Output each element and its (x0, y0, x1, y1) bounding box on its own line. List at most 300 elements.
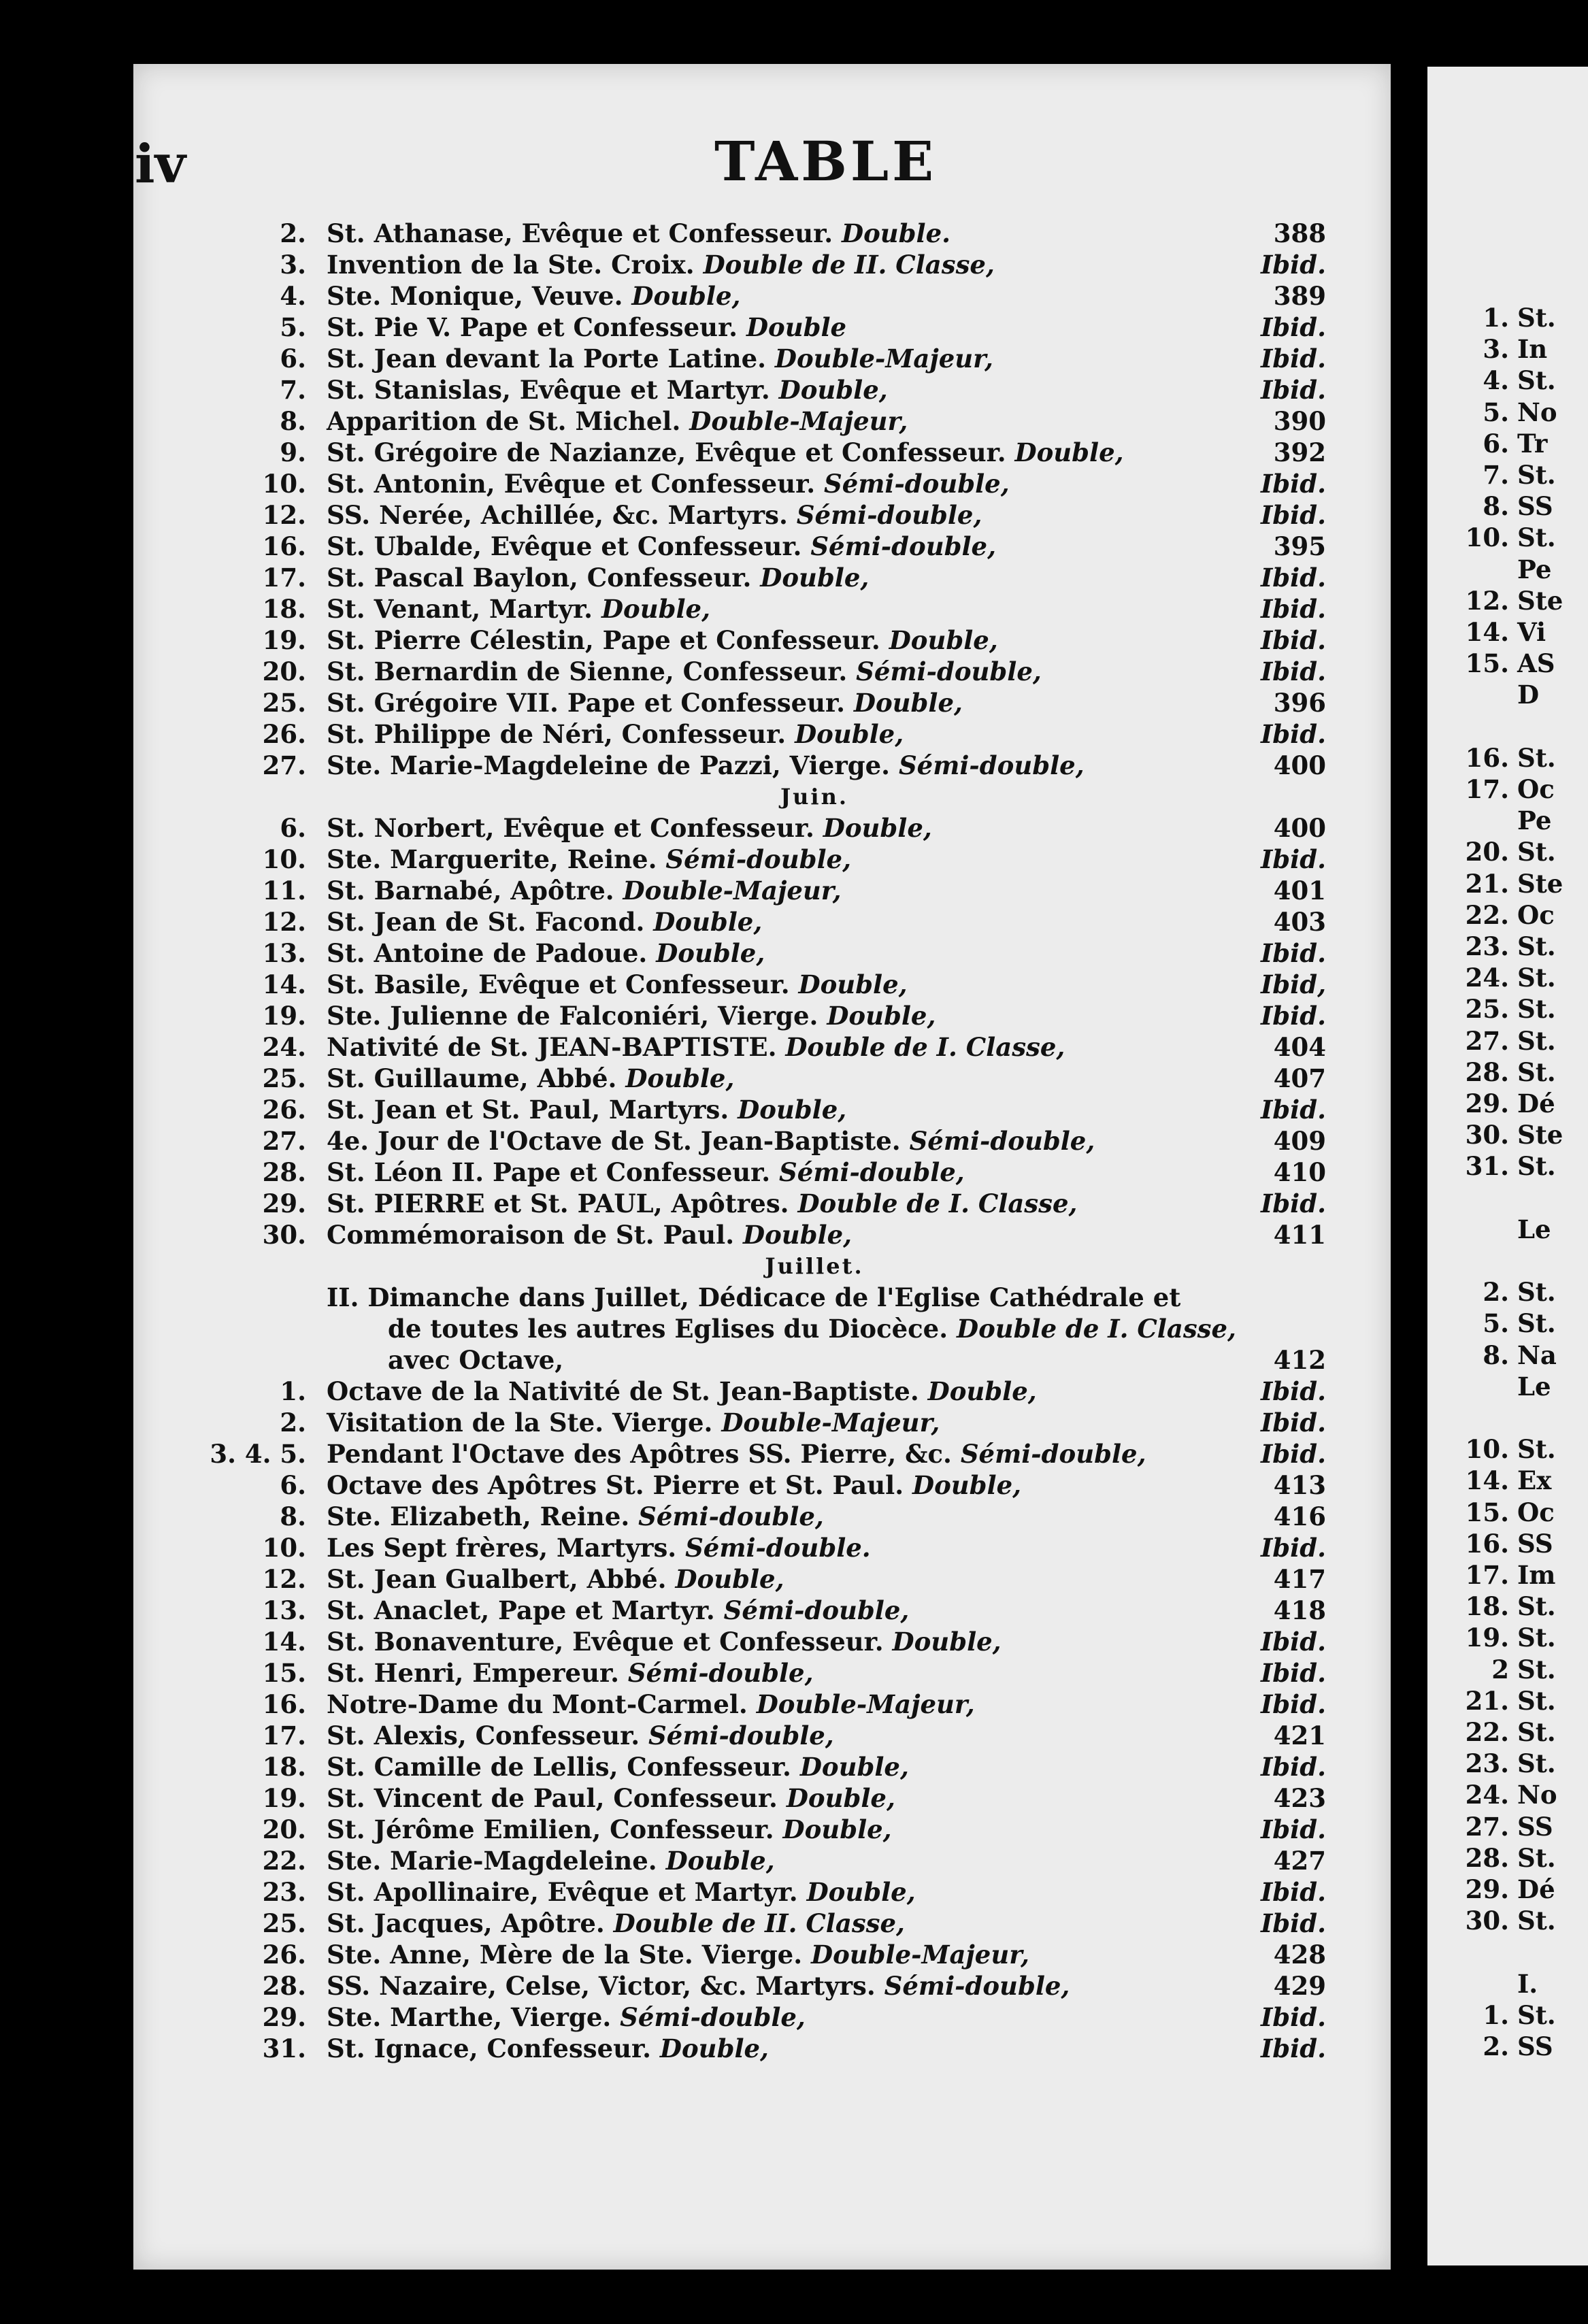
table-row (0, 1000, 1588, 1031)
feast-day: 26. (262, 719, 306, 749)
facing-page-text: St. (1517, 1999, 1556, 2030)
table-row (0, 1407, 1588, 1438)
feast-rank: Sémi-double, (960, 1439, 1146, 1469)
table-row (0, 1031, 1588, 1063)
feast-name (327, 1031, 1065, 1063)
feast-day: 16. (262, 531, 306, 561)
feast-title: Notre-Dame du Mont-Carmel. (327, 1689, 748, 1719)
page-number: 396 (1273, 688, 1326, 718)
feast-name (327, 1595, 909, 1626)
page-number: 428 (1273, 1940, 1326, 1970)
feast-title: St. Barnabé, Apôtre. (327, 876, 614, 906)
table-row (0, 1626, 1588, 1657)
table-row (0, 562, 1588, 593)
feast-title: SS. Nerée, Achillée, &c. Martyrs. (327, 500, 788, 530)
feast-day: 25. (262, 1063, 306, 1093)
feast-day: 24. (262, 1032, 306, 1062)
feast-day: 3. 4. 5. (210, 1439, 306, 1469)
feast-title: St. Camille de Lellis, Confesseur. (327, 1752, 791, 1782)
feast-rank: Double, (631, 281, 741, 311)
feast-title: Ste. Marthe, Vierge. (327, 2002, 612, 2032)
facing-page-day: 10. (1465, 1434, 1509, 1465)
table-row (0, 1689, 1588, 1720)
page-number: 410 (1273, 1157, 1326, 1187)
table-row (0, 468, 1588, 499)
feast-name (327, 1626, 1002, 1657)
page-number: 400 (1273, 813, 1326, 843)
facing-page-day: 27. (1465, 1025, 1509, 1056)
feast-name (327, 531, 996, 562)
page-number: 421 (1273, 1721, 1326, 1750)
feast-day: 5. (280, 312, 306, 342)
feast-title: St. Athanase, Evêque et Confesseur. (327, 218, 833, 248)
feast-title: St. Jean de St. Facond. (327, 907, 645, 937)
facing-page-text: Na (1517, 1340, 1557, 1370)
feast-rank: Double-Majeur, (756, 1689, 975, 1719)
feast-rank: Double de II. Classe, (703, 250, 995, 280)
facing-page-text: St. (1517, 1025, 1556, 1056)
table-row (0, 593, 1588, 625)
feast-rank: Sémi-double, (823, 469, 1010, 499)
facing-page-text: St. (1517, 303, 1556, 333)
page-number: 389 (1273, 281, 1326, 311)
facing-page-day: 23. (1465, 1748, 1509, 1779)
feast-day: 30. (262, 1220, 306, 1250)
facing-page-day: 2 (1491, 1654, 1509, 1684)
feast-rank: Double, (1014, 437, 1124, 467)
table-row (0, 1595, 1588, 1626)
facing-page-text: St. (1517, 1623, 1556, 1653)
feast-day: 12. (262, 907, 306, 937)
table-row (0, 531, 1588, 562)
page-number: Ibid. (1261, 375, 1326, 405)
feast-title: avec Octave, (388, 1345, 564, 1375)
feast-rank: Sémi-double. (685, 1533, 871, 1563)
facing-page-text: No (1517, 1780, 1557, 1810)
feast-title: Ste. Marguerite, Reine. (327, 844, 657, 874)
feast-title: II. Dimanche dans Juillet, Dédicace de l'Eglise Cathédrale et (327, 1282, 1181, 1312)
feast-day: 17. (262, 1721, 306, 1750)
feast-day: 14. (262, 969, 306, 999)
feast-day: 29. (262, 2002, 306, 2032)
feast-rank: Sémi-double, (723, 1595, 910, 1625)
feast-day: 17. (262, 563, 306, 593)
feast-name (327, 1814, 892, 1845)
feast-rank: Double, (889, 625, 998, 655)
page-number: 400 (1273, 750, 1326, 780)
feast-day: 26. (262, 1940, 306, 1970)
feast-name (388, 1344, 563, 1376)
feast-title: St. Pascal Baylon, Confesseur. (327, 563, 752, 593)
facing-page-day: 1. (1483, 1999, 1509, 2030)
feast-day: 6. (280, 1470, 306, 1500)
facing-page-day: 27. (1465, 1811, 1509, 1842)
page-number: Ibid. (1261, 344, 1326, 374)
feast-day: 25. (262, 688, 306, 718)
facing-page-text: St. (1517, 1748, 1556, 1779)
feast-rank: Double-Majeur, (623, 876, 842, 906)
facing-page-day: 1. (1483, 303, 1509, 333)
feast-title: St. PIERRE et St. PAUL, Apôtres. (327, 1189, 789, 1218)
table-row (0, 718, 1588, 750)
facing-page-day: 8. (1483, 1340, 1509, 1370)
page-number: 388 (1273, 218, 1326, 248)
facing-page-day: 29. (1465, 1874, 1509, 1904)
feast-title: St. Antoine de Padoue. (327, 938, 648, 968)
table-row (0, 1188, 1588, 1219)
feast-name (327, 656, 1042, 687)
feast-rank: Double, (892, 1627, 1002, 1657)
facing-page-day: 19. (1465, 1623, 1509, 1653)
facing-page-day: 28. (1465, 1842, 1509, 1873)
facing-page-text: St. (1517, 1906, 1556, 1936)
feast-rank: Double (746, 312, 847, 342)
feast-name (327, 844, 851, 875)
page-number: Ibid. (1261, 594, 1326, 624)
feast-day: 31. (262, 2034, 306, 2063)
page-number: 413 (1273, 1470, 1326, 1500)
facing-page-text: Pe (1517, 554, 1552, 584)
feast-name (327, 562, 869, 593)
facing-page-text: St. (1517, 1434, 1556, 1465)
facing-page-day: 22. (1465, 899, 1509, 930)
feast-title: Ste. Julienne de Falconiéri, Vierge. (327, 1001, 818, 1031)
feast-name (327, 1751, 909, 1782)
page-number: Ibid. (1261, 312, 1326, 342)
feast-rank: Sémi-double, (856, 657, 1042, 686)
feast-title: St. Grégoire VII. Pape et Confesseur. (327, 688, 845, 718)
facing-page-day: 7. (1483, 460, 1509, 490)
feast-name (327, 1501, 824, 1532)
table-row (0, 1657, 1588, 1689)
table-row (0, 499, 1588, 531)
feast-title: St. Guillaume, Abbé. (327, 1063, 617, 1093)
facing-page-text: St. (1517, 994, 1556, 1025)
feast-name (327, 718, 904, 750)
feast-title: St. Jacques, Apôtre. (327, 1908, 605, 1938)
feast-name (327, 1407, 940, 1438)
table-row (0, 1720, 1588, 1751)
feast-rank: Sémi-double, (665, 844, 851, 874)
facing-page-day: 31. (1465, 1151, 1509, 1182)
feast-day: 6. (280, 344, 306, 374)
feast-name (327, 1470, 1021, 1501)
feast-name (327, 750, 1085, 781)
feast-name (327, 405, 908, 437)
facing-page-text: Ste (1517, 1120, 1564, 1150)
facing-page-text: Im (1517, 1560, 1556, 1590)
table-row (0, 937, 1588, 969)
feast-rank: Double, (853, 688, 963, 718)
facing-page-day: 10. (1465, 522, 1509, 553)
facing-page-text: Dé (1517, 1874, 1555, 1904)
table-row (0, 280, 1588, 312)
feast-title: Nativité de St. JEAN-BAPTISTE. (327, 1032, 777, 1062)
feast-title: St. Stanislas, Evêque et Martyr. (327, 375, 770, 405)
feast-title: Commémoraison de St. Paul. (327, 1220, 735, 1250)
page-number: Ibid. (1261, 2002, 1326, 2032)
facing-page-day: 30. (1465, 1906, 1509, 1936)
table-row (0, 1563, 1588, 1595)
feast-title: St. Norbert, Evêque et Confesseur. (327, 813, 814, 843)
feast-name (327, 1657, 813, 1689)
feast-rank: Double-Majeur, (721, 1408, 940, 1438)
feast-day: 6. (280, 813, 306, 843)
feast-day: 19. (262, 1783, 306, 1813)
facing-page-text: Ste (1517, 585, 1564, 616)
feast-rank: Double, (625, 1063, 735, 1093)
feast-day: 2. (280, 1408, 306, 1438)
feast-name (327, 499, 982, 531)
page-number: 392 (1273, 437, 1326, 467)
feast-name (327, 1219, 852, 1250)
facing-page-day: 15. (1465, 1497, 1509, 1527)
facing-page-text: St. (1517, 1842, 1556, 1873)
feast-title: St. Henri, Empereur. (327, 1658, 619, 1688)
feast-title: St. Pie V. Pape et Confesseur. (327, 312, 738, 342)
table-row (0, 1376, 1588, 1407)
page-number: 390 (1273, 406, 1326, 436)
page-title: TABLE (714, 129, 938, 193)
feast-rank: Double de II. Classe, (613, 1908, 905, 1938)
feast-rank: Double, (782, 1814, 892, 1844)
table-row (0, 1970, 1588, 2002)
feast-rank: Double, (760, 563, 870, 593)
feast-title: St. Léon II. Pape et Confesseur. (327, 1157, 771, 1187)
feast-rank: Double, (659, 2034, 769, 2063)
facing-page-text: St. (1517, 1308, 1556, 1339)
feast-rank: Double-Majeur, (811, 1940, 1029, 1970)
feast-title: Les Sept frères, Martyrs. (327, 1533, 677, 1563)
page-number: Ibid. (1261, 1001, 1326, 1031)
feast-rank: Double, (786, 1783, 895, 1813)
facing-page-text: AS (1517, 648, 1555, 679)
feast-rank: Double, (653, 907, 763, 937)
facing-page-day: 21. (1465, 868, 1509, 899)
page-number: 407 (1273, 1063, 1326, 1093)
table-row (0, 1782, 1588, 1814)
feast-title: Visitation de la Ste. Vierge. (327, 1408, 713, 1438)
table-row (0, 374, 1588, 405)
feast-rank: Sémi-double, (638, 1501, 824, 1531)
month-heading: Juillet. (765, 1253, 864, 1279)
page-number: Ibid. (1261, 1439, 1326, 1469)
feast-title: Ste. Monique, Veuve. (327, 281, 623, 311)
table-of-feasts (0, 218, 1588, 2064)
feast-title: SS. Nazaire, Celse, Victor, &c. Martyrs. (327, 1971, 876, 2001)
table-row (0, 906, 1588, 937)
feast-title: St. Apollinaire, Evêque et Martyr. (327, 1877, 798, 1907)
table-row (0, 1532, 1588, 1563)
table-row (0, 1157, 1588, 1188)
feast-rank: Double, (743, 1220, 853, 1250)
table-row (0, 1939, 1588, 1970)
table-row (0, 844, 1588, 875)
feast-day: 18. (262, 594, 306, 624)
feast-rank: Double-Majeur, (689, 406, 908, 436)
table-row (0, 1282, 1588, 1313)
facing-page-text: D (1517, 680, 1540, 710)
table-row (0, 656, 1588, 687)
facing-page-day: 17. (1465, 774, 1509, 804)
facing-page-text: St. (1517, 1591, 1556, 1622)
feast-title: St. Alexis, Confesseur. (327, 1721, 640, 1750)
feast-title: St. Anaclet, Pape et Martyr. (327, 1595, 715, 1625)
feast-rank: Double, (806, 1877, 916, 1907)
feast-rank: Double, (656, 938, 765, 968)
page-number: Ibid. (1261, 1877, 1326, 1907)
feast-title: 4e. Jour de l'Octave de St. Jean-Baptiste. (327, 1126, 901, 1156)
feast-name (327, 1939, 1029, 1970)
feast-day: 15. (262, 1658, 306, 1688)
table-row (0, 1063, 1588, 1094)
feast-name (327, 906, 762, 937)
feast-day: 25. (262, 1908, 306, 1938)
table-row (0, 1814, 1588, 1845)
facing-page-text: Vi (1517, 617, 1546, 647)
feast-day: 9. (280, 437, 306, 467)
feast-rank: Double, (795, 719, 904, 749)
feast-rank: Double, (665, 1846, 775, 1876)
feast-title: St. Ignace, Confesseur. (327, 2034, 652, 2063)
table-row (0, 1313, 1588, 1344)
facing-page-day: 6. (1483, 428, 1509, 459)
page-number: Ibid. (1261, 1689, 1326, 1719)
table-row (0, 875, 1588, 906)
page-number: 416 (1273, 1501, 1326, 1531)
feast-title: St. Basile, Evêque et Confesseur. (327, 969, 790, 999)
table-row (0, 1845, 1588, 1876)
feast-name (327, 280, 740, 312)
feast-name (388, 1313, 1236, 1344)
facing-page-text: St. (1517, 522, 1556, 553)
feast-name (327, 1845, 775, 1876)
page-number: Ibid. (1261, 469, 1326, 499)
feast-day: 28. (262, 1971, 306, 2001)
feast-title: St. Antonin, Evêque et Confesseur. (327, 469, 816, 499)
feast-rank: Sémi-double, (796, 500, 982, 530)
page-number: Ibid. (1261, 1376, 1326, 1406)
facing-page-text: SS (1517, 2031, 1553, 2061)
feast-day: 29. (262, 1189, 306, 1218)
table-row (0, 218, 1588, 249)
feast-name (327, 1532, 871, 1563)
facing-page-day: 8. (1483, 491, 1509, 522)
feast-name (327, 1563, 784, 1595)
feast-rank: Double de I. Classe, (785, 1032, 1065, 1062)
feast-rank: Sémi-double, (627, 1658, 814, 1688)
feast-title: Invention de la Ste. Croix. (327, 250, 695, 280)
facing-page-text: I. (1517, 1968, 1538, 1999)
facing-page-text: Pe (1517, 806, 1552, 836)
table-row (0, 1219, 1588, 1250)
feast-name (327, 1188, 1077, 1219)
page-number: 427 (1273, 1846, 1326, 1876)
feast-name (327, 937, 765, 969)
facing-page-day: 25. (1465, 994, 1509, 1025)
facing-page-day: 18. (1465, 1591, 1509, 1622)
facing-page-day: 3. (1483, 334, 1509, 365)
facing-page-text: Le (1517, 1214, 1551, 1244)
feast-title: St. Bernardin de Sienne, Confesseur. (327, 657, 848, 686)
feast-day: 14. (262, 1627, 306, 1657)
facing-page-text: Tr (1517, 428, 1548, 459)
page-number: Ibid. (1261, 1189, 1326, 1218)
facing-page-text: St. (1517, 963, 1556, 993)
facing-page-text: St. (1517, 1685, 1556, 1716)
page-number: Ibid. (1261, 1814, 1326, 1844)
page-number: 423 (1273, 1783, 1326, 1813)
facing-page-day: 30. (1465, 1120, 1509, 1150)
page-number: Ibid. (1261, 250, 1326, 280)
table-row (0, 249, 1588, 280)
feast-name (327, 437, 1124, 468)
feast-rank: Double-Majeur, (774, 344, 993, 374)
feast-rank: Sémi-double, (898, 750, 1085, 780)
facing-page-edge (1427, 67, 1588, 2265)
facing-page-day: 2. (1483, 2031, 1509, 2061)
page-number: Ibid. (1261, 625, 1326, 655)
feast-day: 18. (262, 1752, 306, 1782)
table-row (0, 2002, 1588, 2033)
table-row (0, 1501, 1588, 1532)
feast-name (327, 468, 1010, 499)
feast-rank: Double, (823, 813, 932, 843)
feast-title: Octave des Apôtres St. Pierre et St. Paul. (327, 1470, 904, 1500)
feast-name (327, 1689, 975, 1720)
facing-page-day: 24. (1465, 1780, 1509, 1810)
feast-name (327, 249, 995, 280)
facing-page-text: Ex (1517, 1465, 1552, 1496)
feast-day: 19. (262, 1001, 306, 1031)
month-heading: Juin. (780, 784, 848, 810)
feast-name (327, 1720, 834, 1751)
facing-page-day: 29. (1465, 1089, 1509, 1118)
feast-day: 10. (262, 844, 306, 874)
feast-rank: Sémi-double, (620, 2002, 806, 2032)
feast-name (327, 1876, 916, 1908)
page-number: Ibid. (1261, 1095, 1326, 1125)
facing-page-text: St. (1517, 1151, 1556, 1182)
feast-rank: Sémi-double, (884, 1971, 1070, 2001)
facing-page-day: 20. (1465, 837, 1509, 867)
feast-day: 8. (280, 406, 306, 436)
feast-name (327, 218, 950, 249)
feast-day: 11. (262, 876, 306, 906)
feast-day: 27. (262, 750, 306, 780)
page-number: Ibid, (1261, 969, 1326, 999)
feast-title: St. Vincent de Paul, Confesseur. (327, 1783, 778, 1813)
table-row (0, 405, 1588, 437)
facing-page-text: SS (1517, 1811, 1553, 1842)
feast-name (327, 374, 888, 405)
feast-title: Pendant l'Octave des Apôtres SS. Pierre, &c. (327, 1439, 952, 1469)
page-number: 403 (1273, 907, 1326, 937)
feast-day: 8. (280, 1501, 306, 1531)
table-row (0, 1908, 1588, 1939)
feast-day: 1. (280, 1376, 306, 1406)
table-row (0, 312, 1588, 343)
feast-name (327, 343, 993, 374)
feast-rank: Sémi-double, (909, 1126, 1095, 1156)
feast-day: 26. (262, 1095, 306, 1125)
feast-name (327, 2002, 806, 2033)
facing-page-text: SS (1517, 491, 1553, 522)
feast-name (327, 1438, 1146, 1470)
facing-page-text: Ste (1517, 868, 1564, 899)
page-number: 401 (1273, 876, 1326, 906)
page-number: Ibid. (1261, 2034, 1326, 2063)
